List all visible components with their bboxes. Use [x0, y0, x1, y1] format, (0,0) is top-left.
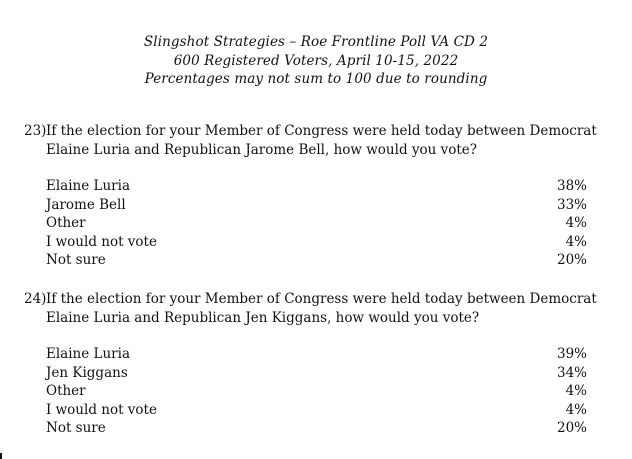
answer-label: Elaine Luria	[46, 346, 130, 362]
answer-row	[46, 401, 587, 420]
question-text	[24, 290, 614, 328]
question-24	[24, 290, 614, 328]
answer-value: 39%	[556, 346, 587, 362]
answer-row	[46, 233, 587, 252]
answer-row	[46, 214, 587, 233]
question-text-line: Elaine Luria and Republican Jen Kiggans, how would you vote?	[46, 310, 480, 326]
header-sample-info: 600 Registered Voters, April 10-15, 2022	[173, 52, 459, 69]
answer-label: I would not vote	[46, 401, 157, 418]
question-text-line: Elaine Luria and Republican Jarome Bell, how would you vote?	[46, 142, 478, 158]
answer-value: 4%	[565, 401, 587, 418]
answer-row	[46, 419, 587, 438]
question-text	[24, 122, 614, 160]
answer-label: Elaine Luria	[46, 178, 130, 194]
answer-row	[46, 196, 587, 215]
answer-value: 34%	[556, 364, 587, 381]
answer-row	[46, 177, 587, 196]
answer-label: Jarome Bell	[46, 196, 126, 213]
answer-value: 4%	[565, 215, 587, 231]
answer-label: Not sure	[46, 420, 106, 436]
poll-header	[0, 33, 632, 89]
answer-list-23	[46, 177, 587, 270]
answer-value: 33%	[556, 196, 587, 213]
header-poll-title: Slingshot Strategies – Roe Frontline Poll VA CD 2	[143, 34, 489, 50]
header-rounding-note: Percentages may not sum to 100 due to rounding	[144, 71, 488, 87]
answer-value: 20%	[556, 252, 587, 268]
answer-label: Other	[46, 215, 86, 231]
answer-value: 38%	[556, 178, 587, 194]
page-edge-mark	[0, 453, 2, 459]
answer-row	[46, 382, 587, 401]
answer-label: Jen Kiggans	[46, 364, 128, 381]
answer-label: I would not vote	[46, 233, 157, 250]
answer-value: 20%	[556, 420, 587, 436]
question-text-line: If the election for your Member of Congress were held today between Democrat	[46, 123, 597, 139]
answer-value: 4%	[565, 233, 587, 250]
question-text-line: If the election for your Member of Congress were held today between Democrat	[46, 291, 597, 307]
answer-row	[46, 345, 587, 364]
question-23	[24, 122, 614, 160]
answer-label: Other	[46, 383, 86, 399]
answer-list-24	[46, 345, 587, 438]
question-number: 23)	[24, 123, 47, 139]
question-number: 24)	[24, 291, 47, 307]
answer-row	[46, 251, 587, 270]
answer-label: Not sure	[46, 252, 106, 268]
answer-value: 4%	[565, 383, 587, 399]
answer-row	[46, 364, 587, 383]
